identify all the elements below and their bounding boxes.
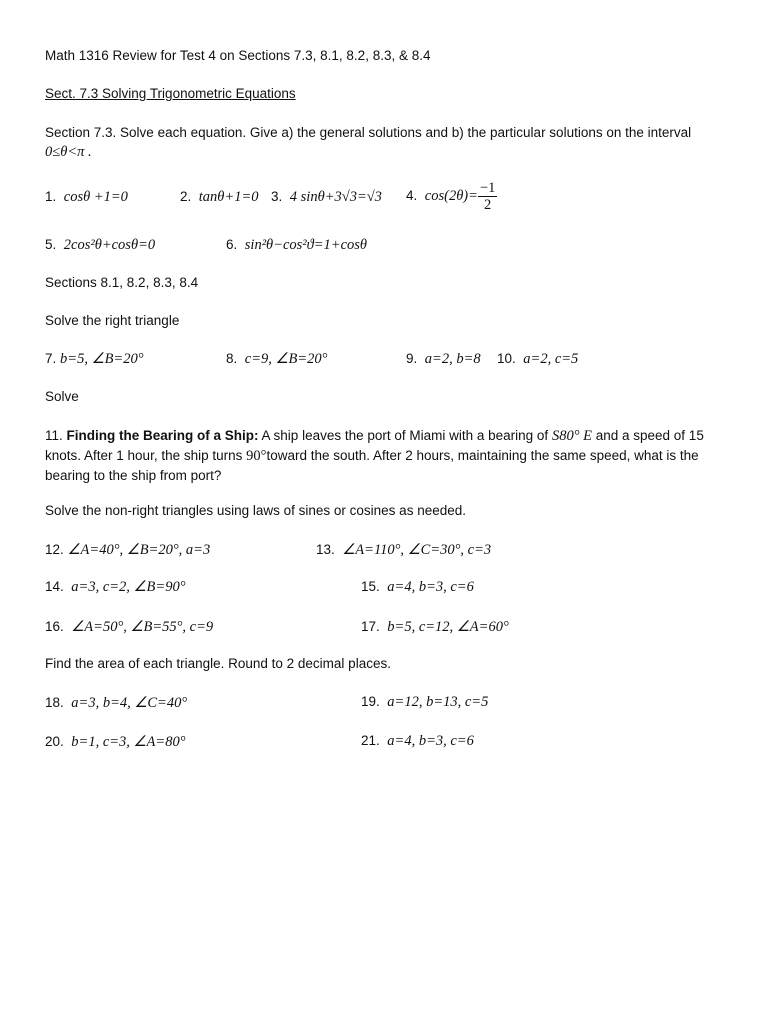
problem-18	[45, 695, 187, 712]
equation: a=2, b=8	[424, 351, 481, 367]
problem-8	[226, 351, 327, 368]
problem-number: 18.	[45, 695, 64, 710]
problem-number: 20.	[45, 734, 64, 749]
bearing-expression: S80° E	[551, 428, 592, 444]
equation: b=5, ∠B=20°	[60, 351, 144, 367]
equation: 2cos²θ+cosθ=0	[63, 237, 156, 253]
problem-number: 21.	[361, 733, 380, 748]
problem-number: 11.	[45, 428, 63, 443]
problem-text-part1: A ship leaves the port of Miami with a bearing of	[258, 428, 552, 443]
problem-number: 1.	[45, 189, 57, 204]
problem-20	[45, 734, 186, 751]
problem-number: 19.	[361, 694, 380, 709]
problem-5	[45, 237, 155, 254]
problem-number: 16.	[45, 619, 64, 634]
fraction-denominator: 2	[484, 197, 492, 213]
equation: a=12, b=13, c=5	[387, 694, 489, 710]
fraction	[478, 180, 497, 213]
problem-number: 9.	[406, 351, 418, 366]
solve-label: Solve	[45, 389, 79, 404]
equation: c=9, ∠B=20°	[244, 351, 328, 367]
problem-1	[45, 189, 128, 206]
section73-instructions	[45, 123, 725, 162]
equation: tanθ+1=0	[198, 189, 259, 205]
problem-number: 10.	[497, 351, 516, 366]
page-title: Math 1316 Review for Test 4 on Sections 7.3, 8.1, 8.2, 8.3, & 8.4	[45, 48, 431, 63]
fraction-numerator: −1	[479, 180, 496, 196]
equation: sin²θ−cos²ϑ=1+cosθ	[244, 237, 368, 253]
problem-number: 13.	[316, 542, 335, 557]
problem-number: 15.	[361, 579, 380, 594]
angle-expression: 90°	[246, 448, 267, 464]
area-label: Find the area of each triangle. Round to 2 decimal places.	[45, 656, 391, 671]
problem-number: 6.	[226, 237, 238, 252]
problem-number: 17.	[361, 619, 380, 634]
equation: cosθ +1=0	[63, 189, 128, 205]
equation: ∠A=50°, ∠B=55°, c=9	[71, 619, 214, 635]
sections-label: Sections 8.1, 8.2, 8.3, 8.4	[45, 275, 199, 290]
problem-4	[406, 180, 497, 213]
problem-number: 7.	[45, 351, 57, 366]
problem-14	[45, 579, 186, 596]
equation: b=5, c=12, ∠A=60°	[387, 619, 509, 635]
problem-7	[45, 351, 144, 368]
problem-16	[45, 619, 213, 636]
equation: a=4, b=3, c=6	[387, 579, 474, 595]
problem-13	[316, 542, 491, 559]
problem-number: 4.	[406, 188, 418, 204]
problem-2	[180, 189, 259, 206]
problem-heading: Finding the Bearing of a Ship:	[66, 428, 259, 443]
problem-17	[361, 619, 509, 636]
problem-number: 3.	[271, 189, 283, 204]
problem-12	[45, 542, 210, 559]
right-triangle-label: Solve the right triangle	[45, 313, 180, 328]
interval-expression: 0≤θ<π .	[45, 144, 92, 160]
problem-11	[45, 426, 725, 485]
problem-number: 8.	[226, 351, 238, 366]
equation: a=3, b=4, ∠C=40°	[71, 695, 188, 711]
problem-number: 2.	[180, 189, 192, 204]
problem-3	[271, 189, 382, 206]
instructions-text: Section 7.3. Solve each equation. Give a) the general solutions and b) the particular solutions on the interval	[45, 125, 692, 140]
problem-10	[497, 351, 578, 368]
problem-21	[361, 733, 474, 750]
nonright-label: Solve the non-right triangles using laws of sines or cosines as needed.	[45, 503, 466, 518]
problem-15	[361, 579, 474, 596]
problem-19	[361, 694, 488, 711]
problem-number: 5.	[45, 237, 57, 252]
equation: a=4, b=3, c=6	[387, 733, 474, 749]
section-heading: Sect. 7.3 Solving Trigonometric Equations	[45, 86, 296, 101]
equation: 4 sinθ+3√3=√3	[289, 189, 382, 205]
equation: a=2, c=5	[523, 351, 579, 367]
problem-9	[406, 351, 481, 368]
equation: ∠A=110°, ∠C=30°, c=3	[342, 542, 492, 558]
problem-number: 14.	[45, 579, 64, 594]
problem-number: 12.	[45, 542, 64, 557]
equation: b=1, c=3, ∠A=80°	[71, 734, 186, 750]
equation: cos(2θ)=	[424, 188, 478, 205]
equation: a=3, c=2, ∠B=90°	[71, 579, 186, 595]
problem-text-part3: toward the south. After 2 hours, maintaining the same speed, what is the bearing to the ship from port?	[45, 448, 699, 483]
problem-text-part2: and a speed of 15 knots. After 1 hour, the ship turns	[45, 428, 704, 463]
equation: ∠A=40°, ∠B=20°, a=3	[67, 542, 211, 558]
problem-6	[226, 237, 367, 254]
